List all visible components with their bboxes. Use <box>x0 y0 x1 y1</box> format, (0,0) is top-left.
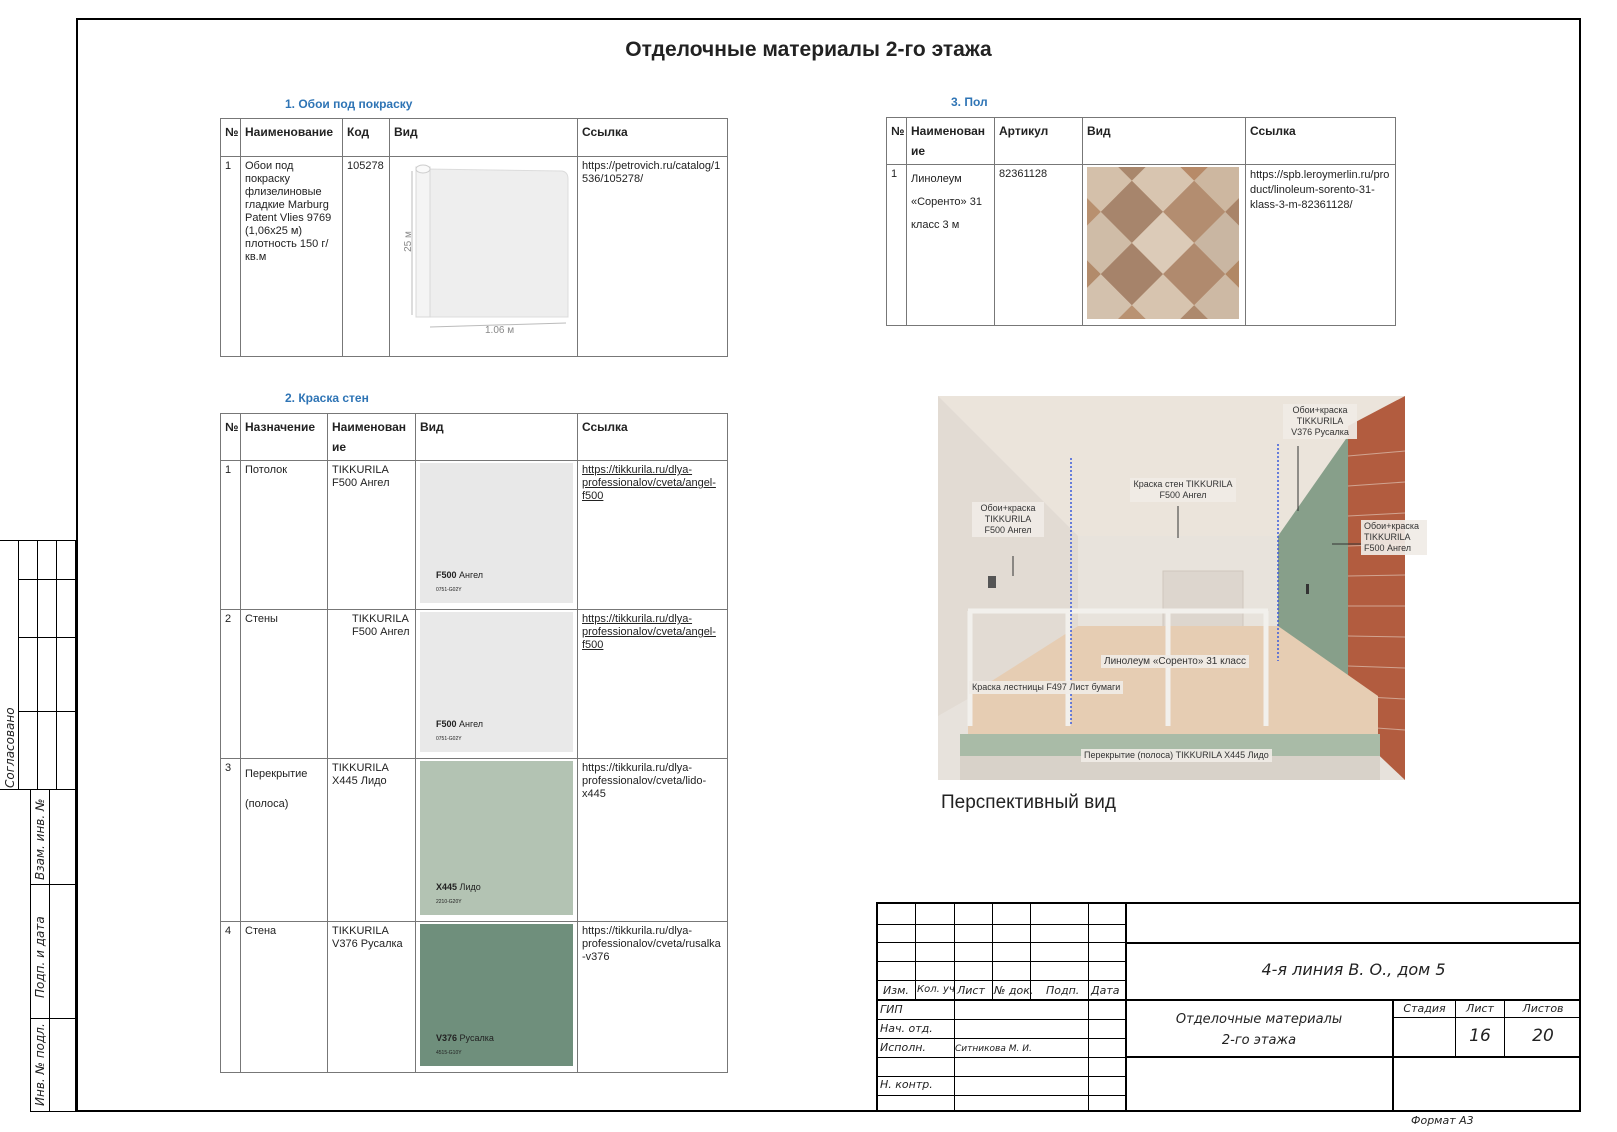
swatch-label: Русалка <box>459 1033 494 1043</box>
sign-date-label: Подп. и дата <box>33 916 47 998</box>
col-view: Вид <box>416 414 578 461</box>
swatch-code: X445 <box>436 882 458 892</box>
stage-label: Стадия <box>1403 1002 1446 1015</box>
doc-title-2: 2-го этажа <box>1221 1033 1297 1048</box>
color-swatch <box>420 612 573 752</box>
color-swatch <box>420 761 573 915</box>
annotation: Краска лестницы F497 Лист бумаги <box>969 681 1123 694</box>
col-link: Ссылка <box>578 119 728 157</box>
role-head: Нач. отд. <box>880 1022 933 1035</box>
swatch-sub: 0751-G02Y <box>436 736 462 742</box>
col-num: № <box>887 118 907 165</box>
row-name: TIKKURILA X445 Лидо <box>328 759 416 922</box>
agreed-label: Согласовано <box>3 707 17 788</box>
swatch-sub: 0751-G02Y <box>436 587 462 593</box>
wallpaper-table <box>220 118 728 357</box>
row-link[interactable]: https://tikkurila.ru/dlya-professionalov/cveta/rusalka-v376 <box>578 922 728 1073</box>
col-purpose: Назначение <box>241 414 328 461</box>
row-num: 1 <box>887 165 907 326</box>
executor-name: Ситникова М. И. <box>955 1044 1032 1054</box>
swatch-label: Лидо <box>459 882 481 892</box>
col-name: Наименование <box>907 118 995 165</box>
sheet-label: Лист <box>1466 1002 1494 1015</box>
swatch-label: Ангел <box>459 719 484 729</box>
sheets-number: 20 <box>1532 1026 1554 1046</box>
row-num: 1 <box>221 461 241 610</box>
swatch-cell <box>416 610 578 759</box>
title-block <box>876 902 1581 1112</box>
annotation: Обои+краска TIKKURILA F500 Ангел <box>972 502 1044 537</box>
col-date: Дата <box>1091 984 1120 997</box>
row-link[interactable]: https://tikkurila.ru/dlya-professionalov/cveta/angel-f500 <box>578 461 728 610</box>
role-control: Н. контр. <box>880 1078 933 1091</box>
color-swatch <box>420 924 573 1066</box>
room-render-icon <box>938 396 1405 780</box>
floor-table <box>886 117 1396 326</box>
table-row <box>221 610 728 759</box>
row-name: Линолеум «Соренто» 31 класс 3 м <box>907 165 995 326</box>
row-link[interactable]: https://spb.leroymerlin.ru/product/linoleum-sorento-31-klass-3-m-82361128/ <box>1246 165 1396 326</box>
dim-height: 25 м <box>402 231 414 252</box>
row-name: TIKKURILA F500 Ангел <box>328 461 416 610</box>
sheets-label: Листов <box>1522 1002 1564 1015</box>
format-label: Формат А3 <box>1411 1114 1474 1127</box>
annotation: Линолеум «Соренто» 31 класс <box>1101 655 1249 668</box>
col-doc: № док. <box>994 984 1034 997</box>
project-address: 4-я линия В. О., дом 5 <box>1261 960 1446 979</box>
col-code: Код <box>343 119 390 157</box>
row-purpose: Стена <box>241 922 328 1073</box>
row-name: TIKKURILA F500 Ангел <box>328 610 416 759</box>
annotation: Краска стен TIKKURILA F500 Ангел <box>1130 478 1236 502</box>
table-row <box>221 922 728 1073</box>
col-num: № <box>221 119 241 157</box>
swatch-sub: 4515-G10Y <box>436 1050 462 1056</box>
linoleum-image <box>1083 165 1246 326</box>
sheet-number: 16 <box>1469 1026 1491 1046</box>
swatch-code: V376 <box>436 1033 458 1043</box>
perspective-caption: Перспективный вид <box>941 792 1116 813</box>
col-view: Вид <box>1083 118 1246 165</box>
row-link[interactable]: https://tikkurila.ru/dlya-professionalov/cveta/lido-x445 <box>578 759 728 922</box>
row-article: 82361128 <box>995 165 1083 326</box>
row-purpose: Потолок <box>241 461 328 610</box>
row-purpose: Стены <box>241 610 328 759</box>
col-kol: Кол. уч <box>917 984 955 995</box>
section-2-title: 2. Краска стен <box>285 391 369 405</box>
swatch-sub: 2210-G20Y <box>436 899 462 905</box>
paint-table <box>220 413 728 1073</box>
role-gip: ГИП <box>880 1003 903 1016</box>
row-link[interactable]: https://tikkurila.ru/dlya-professionalov/cveta/angel-f500 <box>578 610 728 759</box>
color-swatch <box>420 463 573 603</box>
col-view: Вид <box>390 119 578 157</box>
replace-inv-label: Взам. инв. № <box>33 798 47 880</box>
col-link: Ссылка <box>1246 118 1396 165</box>
row-link[interactable]: https://petrovich.ru/catalog/1536/105278/ <box>578 157 728 357</box>
table-row <box>887 165 1396 326</box>
inv-num-label: Инв. № подл. <box>33 1023 47 1106</box>
table-row <box>221 157 728 357</box>
swatch-cell <box>416 461 578 610</box>
col-article: Артикул <box>995 118 1083 165</box>
role-executor: Исполн. <box>880 1041 926 1054</box>
col-list: Лист <box>957 984 985 997</box>
annotation: Обои+краска TIKKURILA F500 Ангел <box>1361 520 1427 555</box>
dim-width: 1.06 м <box>485 325 515 336</box>
row-num: 4 <box>221 922 241 1073</box>
swatch-code: F500 <box>436 719 457 729</box>
row-num: 2 <box>221 610 241 759</box>
swatch-cell <box>416 922 578 1073</box>
page-title: Отделочные материалы 2-го этажа <box>625 38 992 61</box>
col-name: Наименование <box>328 414 416 461</box>
row-num: 1 <box>221 157 241 357</box>
wallpaper-roll-image <box>390 157 578 357</box>
section-3-title: 3. Пол <box>951 95 988 109</box>
table-row <box>221 461 728 610</box>
annotation: Перекрытие (полоса) TIKKURILA X445 Лидо <box>1081 749 1272 762</box>
wallpaper-roll-icon <box>390 157 578 352</box>
table-row <box>221 759 728 922</box>
swatch-cell <box>416 759 578 922</box>
row-name: TIKKURILA V376 Русалка <box>328 922 416 1073</box>
row-name: Обои под покраску флизелиновые гладкие Marburg Patent Vlies 9769 (1,06х25 м) плотность 150 г/кв.м <box>241 157 343 357</box>
swatch-code: F500 <box>436 570 457 580</box>
row-num: 3 <box>221 759 241 922</box>
row-purpose: Перекрытие (полоса) <box>241 759 328 922</box>
row-code: 105278 <box>343 157 390 357</box>
col-link: Ссылка <box>578 414 728 461</box>
perspective-render <box>938 396 1420 780</box>
tile-pattern-icon <box>1087 167 1239 319</box>
col-izm: Изм. <box>883 984 909 997</box>
annotation: Обои+краска TIKKURILA V376 Русалка <box>1283 404 1357 439</box>
col-num: № <box>221 414 241 461</box>
col-name: Наименование <box>241 119 343 157</box>
swatch-label: Ангел <box>459 570 484 580</box>
section-1-title: 1. Обои под покраску <box>285 97 413 111</box>
doc-title-1: Отделочные материалы <box>1175 1012 1343 1027</box>
col-sign: Подп. <box>1046 984 1080 997</box>
